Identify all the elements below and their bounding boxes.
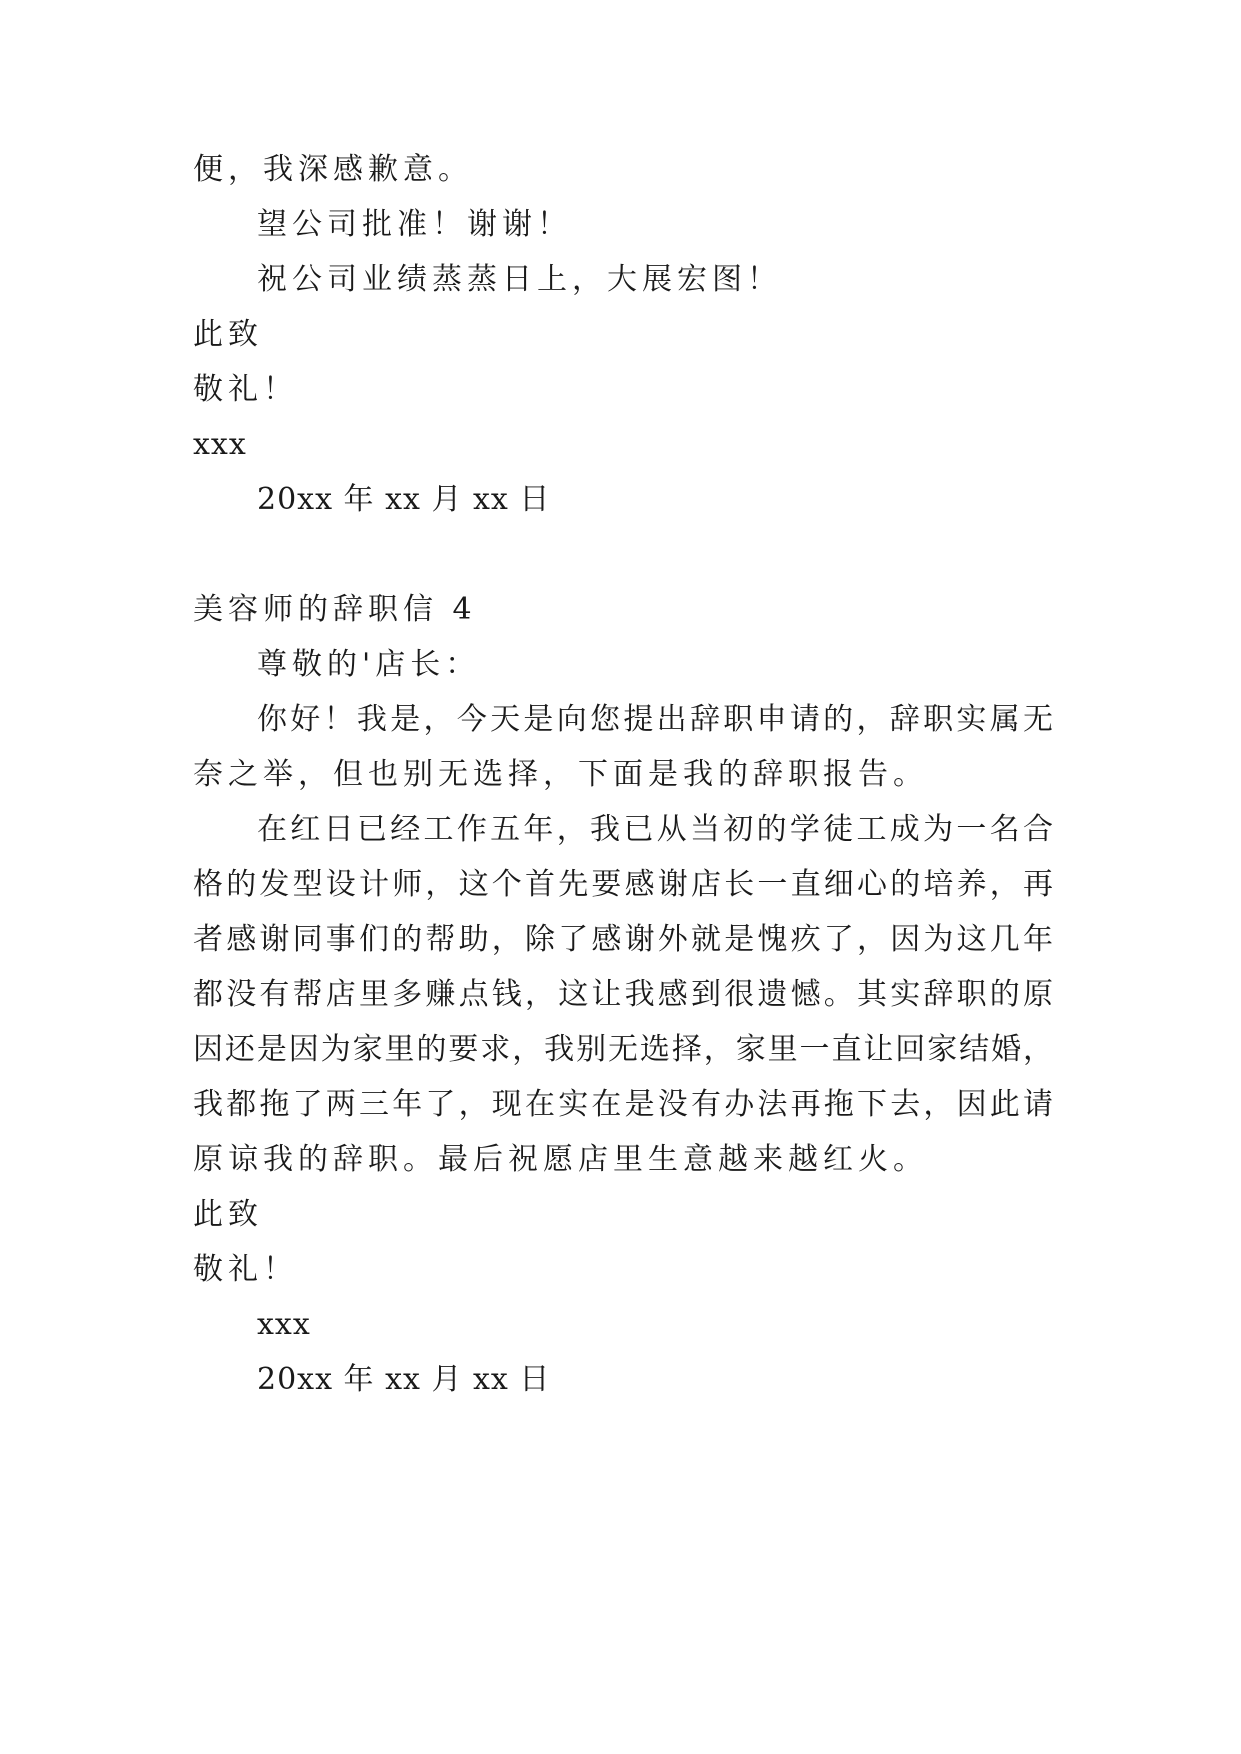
letter3-wish: 祝公司业绩蒸蒸日上，大展宏图！ xyxy=(257,262,782,297)
letter4-salutation: 尊敬的'店长： xyxy=(257,647,481,682)
letter3-date: 20xx 年 xx 月 xx 日 xyxy=(257,482,551,517)
letter4-signature: xxx xyxy=(257,1307,311,1342)
letter4-para2-line4: 都没有帮店里多赚点钱，这让我感到很遗憾。其实辞职的原 xyxy=(193,977,1053,1012)
letter4-closing-1: 此致 xyxy=(193,1197,263,1232)
letter4-closing-2: 敬礼！ xyxy=(193,1252,298,1287)
letter4-para2-line2: 格的发型设计师，这个首先要感谢店长一直细心的培养，再 xyxy=(193,867,1053,902)
letter3-closing-1: 此致 xyxy=(193,317,263,352)
letter4-para1-line2: 奈之举，但也别无选择，下面是我的辞职报告。 xyxy=(193,757,928,792)
letter4-date: 20xx 年 xx 月 xx 日 xyxy=(257,1362,551,1397)
letter3-closing-2: 敬礼！ xyxy=(193,372,298,407)
letter4-para2-line6: 我都拖了两三年了，现在实在是没有办法再拖下去，因此请 xyxy=(193,1087,1053,1122)
letter3-approval: 望公司批准！谢谢！ xyxy=(257,207,572,242)
letter4-para2-line7: 原谅我的辞职。最后祝愿店里生意越来越红火。 xyxy=(193,1142,928,1177)
letter4-para2-line5: 因还是因为家里的要求，我别无选择，家里一直让回家结婚， xyxy=(193,1032,1053,1067)
letter4-para2-line3: 者感谢同事们的帮助，除了感谢外就是愧疚了，因为这几年 xyxy=(193,922,1053,957)
letter3-signature: xxx xyxy=(193,427,247,462)
letter4-para2-line1: 在红日已经工作五年，我已从当初的学徒工成为一名合 xyxy=(257,812,1053,847)
letter3-apology-line: 便，我深感歉意。 xyxy=(193,152,473,187)
letter4-para1-line1: 你好！我是，今天是向您提出辞职申请的，辞职实属无 xyxy=(257,702,1053,737)
letter4-title: 美容师的辞职信 4 xyxy=(193,592,477,627)
